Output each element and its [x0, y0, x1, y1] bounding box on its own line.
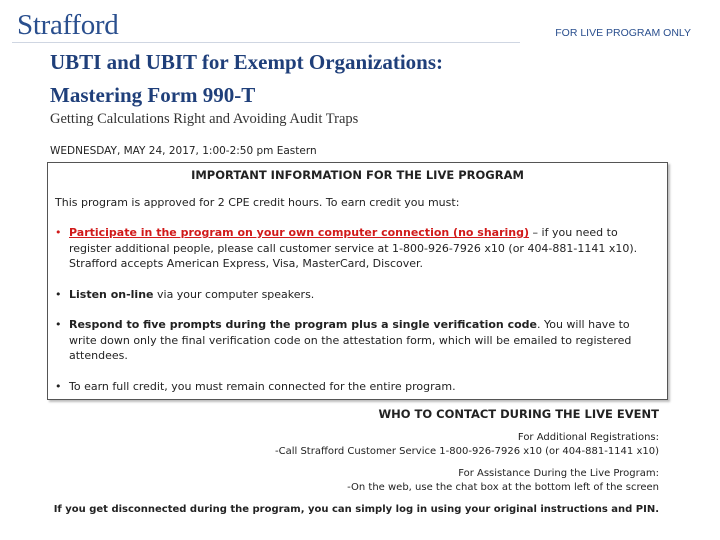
page-title-line1: UBTI and UBIT for Exempt Organizations: — [50, 50, 444, 74]
bullet-bold-text: Respond to five prompts during the program plus a single verification code — [69, 318, 537, 331]
strafford-logo: Strafford — [17, 9, 119, 41]
contact-heading: WHO TO CONTACT DURING THE LIVE EVENT — [378, 407, 659, 421]
list-item — [55, 379, 660, 395]
list-item — [55, 317, 660, 364]
info-box-heading: IMPORTANT INFORMATION FOR THE LIVE PROGRAM — [191, 168, 524, 182]
list-item — [55, 225, 660, 272]
info-box-intro: This program is approved for 2 CPE credit hours. To earn credit you must: — [55, 196, 460, 209]
registration-label: For Additional Registrations: — [517, 432, 659, 443]
assistance-text: -On the web, use the chat box at the bottom left of the screen — [347, 482, 659, 493]
requirements-list — [55, 225, 660, 409]
bullet-bold-text: Listen on-line — [69, 287, 154, 301]
registration-text: -Call Strafford Customer Service 1-800-926-7926 x10 (or 404-881-1141 x10) — [274, 446, 659, 457]
bullet-text: To earn full credit, you must remain connected for the entire program. — [69, 379, 456, 393]
bullet-text: via your computer speakers. — [153, 287, 315, 301]
page-subtitle: Getting Calculations Right and Avoiding Audit Traps — [50, 111, 359, 127]
bullet-text: – if you need to register additional people, please call customer service at 1-800-926-7926 x10 (or 404-881-1141 x10). Strafford accepts American Express, Visa, MasterCard, Discover. — [69, 226, 638, 270]
list-item — [55, 287, 660, 303]
assistance-label: For Assistance During the Live Program: — [458, 468, 659, 479]
event-datetime: WEDNESDAY, MAY 24, 2017, 1:00-2:50 pm Eastern — [50, 145, 317, 157]
page-title-line2: Mastering Form 990-T — [50, 83, 256, 107]
header-divider — [12, 42, 520, 43]
live-program-badge: FOR LIVE PROGRAM ONLY — [555, 27, 691, 39]
bullet-text: . You will have to write down only the final verification code on the attestation form, which will be emailed to registered attendees. — [69, 318, 632, 362]
participation-requirement-link[interactable]: Participate in the program on your own computer connection (no sharing) — [69, 226, 530, 239]
important-info-box — [47, 162, 668, 400]
disconnect-instructions: If you get disconnected during the program, you can simply log in using your original instructions and PIN. — [53, 504, 659, 515]
